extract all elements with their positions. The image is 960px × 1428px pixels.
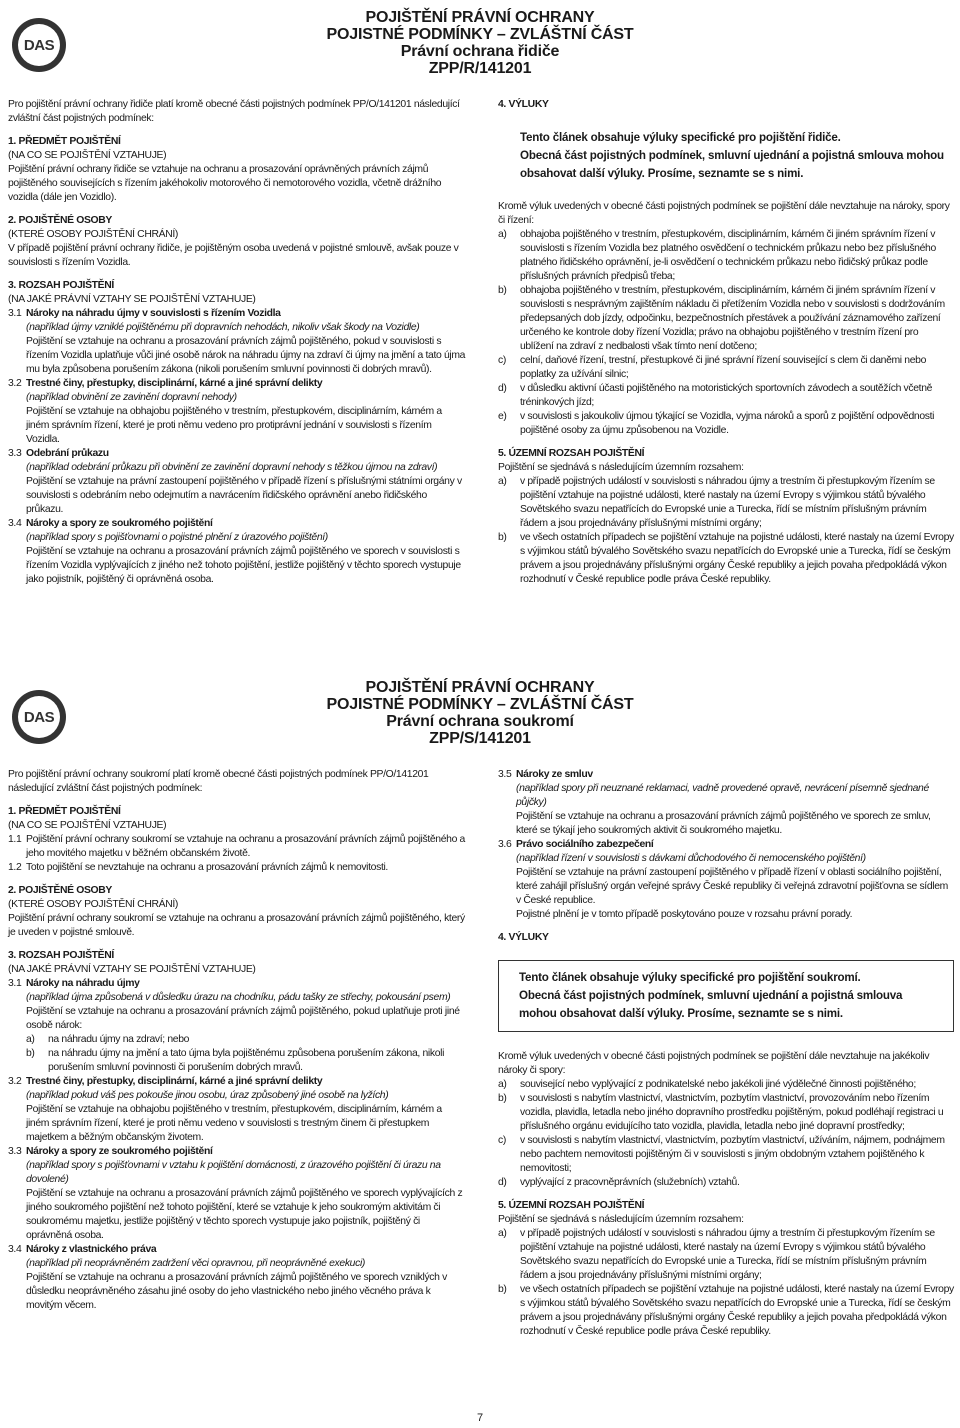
- header-code: ZPP/R/141201: [428, 60, 532, 77]
- subsection-number: 1.1: [8, 834, 22, 845]
- paragraph: Kromě výluk uvedených v obecné části pojistných podmínek se pojištění dále nevztahuje na jakékoliv nároky či spory:: [498, 1051, 930, 1076]
- notice-line: Tento článek obsahuje výluky specifické pro pojištění řidiče.: [520, 131, 841, 144]
- header-product: Právní ochrana řidiče: [400, 43, 560, 60]
- section1-header: [0, 9, 960, 77]
- list-marker: a): [498, 1079, 507, 1090]
- section-heading: 1. PŘEDMĚT POJIŠTĚNÍ: [8, 806, 121, 817]
- subsection-1-2: [8, 861, 466, 875]
- list-marker: a): [498, 229, 507, 240]
- list-item: [26, 1033, 466, 1047]
- subsection-number: 3.3: [8, 1146, 22, 1157]
- list-item: [498, 531, 954, 587]
- section-subheading: (NA JAKÉ PRÁVNÍ VZTAHY SE POJIŠTĚNÍ VZTAHUJE): [8, 964, 256, 975]
- section-subheading: (NA CO SE POJIŠTĚNÍ VZTAHUJE): [8, 820, 167, 831]
- header-title: POJIŠTĚNÍ PRÁVNÍ OCHRANY: [365, 679, 595, 696]
- intro-text: Pro pojištění právní ochrany soukromí platí kromě obecné části pojistných podmínek PP/O/141201 následující zvláštní část pojistných podmínek:: [8, 769, 429, 794]
- paragraph: Kromě výluk uvedených v obecné části pojistných podmínek se pojištění dále nevztahuje na nároky, spory či řízení:: [498, 201, 950, 226]
- list-item-text: vyplývající z pracovněprávních (služebních) vztahů.: [520, 1177, 740, 1188]
- paragraph: V případě pojištění právní ochrany řidiče, je pojištěným osoba uvedená v pojistné smlouvě, avšak pouze v souvislosti s řízením Vozidla.: [8, 243, 459, 268]
- section-subheading: (NA CO SE POJIŠTĚNÍ VZTAHUJE): [8, 150, 167, 161]
- paragraph: Pojištění právní ochrany soukromí se vztahuje na ochranu a prosazování právních zájmů pojištěného, který je uveden v pojistné smlouvě.: [8, 913, 465, 938]
- claims-list: [26, 1033, 466, 1075]
- list-item-text: v souvislosti s jakoukoliv újmou týkající se Vozidla, vyjma nároků a sporů z pojištění odpovědnosti pojištěné osoby za újmu způsobenou na Vozidle.: [520, 411, 935, 436]
- list-item-text: na náhradu újmy na jmění a tato újma byla pojištěnému způsobena porušením zákona, nikoli porušením smluvní povinnosti či porušením dobrých mravů.: [48, 1048, 445, 1073]
- subsection-3-2: [8, 1075, 466, 1145]
- paragraph: Pojištění se sjednává s následujícím územním rozsahem:: [498, 462, 744, 473]
- list-item-text: v souvislosti s nabytím vlastnictví, vlastnictvím, pozbytím vlastnictví, provozováním nebo řízením vozidla, plavidla, letadla nebo jiného dopravního prostředku pojištěným, pokud podléhají registraci u příslušného orgánu evidujícího tato vozidla, plavidla, letadla nebo jiné dopravní prostředky;: [520, 1093, 944, 1132]
- subsection-number: 3.1: [8, 308, 22, 319]
- list-marker: b): [498, 1284, 507, 1295]
- list-marker: b): [498, 532, 507, 543]
- notice-line: Tento článek obsahuje výluky specifické pro pojištění soukromí.: [519, 971, 861, 984]
- list-marker: d): [498, 383, 507, 394]
- section-heading: 3. ROZSAH POJIŠTĚNÍ: [8, 950, 114, 961]
- list-item: [498, 354, 954, 382]
- subsection-title: Nároky ze smluv: [516, 769, 593, 780]
- paragraph: Pojištění se vztahuje na obhajobu pojištěného v trestním, přestupkovém, disciplinárním, kárném a jiném správním řízení, které je proti němu vedeno v souvislosti s trestným činem či přestupkem majetkem a běžným občanským životem.: [26, 1104, 442, 1143]
- das-logo-text: DAS: [18, 24, 60, 66]
- subsection-3-1: [8, 307, 466, 377]
- exclusions-notice: [498, 121, 954, 191]
- section2-right-column: [498, 768, 954, 1339]
- notice-line: Obecná část pojistných podmínek, smluvní ujednání a pojistná smlouva mohou obsahovat další výluky. Prosíme, seznamte se s nimi.: [519, 989, 903, 1020]
- subsection-example: (například odebrání průkazu při obvinění ze zavinění dopravní nehody s těžkou újmou na zdraví): [26, 462, 438, 473]
- list-item-text: v důsledku aktivní účasti pojištěného na motoristických sportovních závodech a soutěžích včetně tréninkových jízd;: [520, 383, 933, 408]
- list-marker: b): [498, 285, 507, 296]
- list-item: [26, 1047, 466, 1075]
- page-number: 7: [476, 1412, 484, 1424]
- paragraph: Pojištění se vztahuje na ochranu a prosazování právních zájmů pojištěného, pokud v souvislosti s řízením Vozidla uplatňuje vůči jiné osobě nárok na náhradu újmy na zdraví či újmy na jmění a tato újma mu byla způsobena porušením zákona (nikoli porušením smluvní povinnosti či dobrých mravů).: [26, 336, 466, 375]
- subsection-example: (například pokud váš pes pokouše jinou osobu, úraz způsobený jiné osobě na lyžích): [26, 1090, 389, 1101]
- list-item-text: ve všech ostatních případech se pojištění vztahuje na pojistné události, které nastaly na území Evropy s výjimkou států bývalého Sovětského svazu nepatřících do Evropské unie a Turecka, řídí se českým právem a jsou projednávány příslušnými orgány České republiky a jejich povaha předpokládá výkon rozhodnutí v České republice podle práva České republiky.: [520, 1284, 954, 1337]
- intro-text: Pro pojištění právní ochrany řidiče platí kromě obecné části pojistných podmínek PP/O/141201 následující zvláštní část pojistných podmínek:: [8, 99, 460, 124]
- list-marker: b): [26, 1048, 35, 1059]
- list-item-text: obhajoba pojištěného v trestním, přestupkovém, disciplinárním, kárném či jiném správním řízení v souvislosti s nesprávným zajištěním nákladu či přetížením Vozidla nebo v souvislosti s dodržováním předepsaných dob jízdy, odpočinku, bezpečnostních přestávek a používání záznamového zařízení určeného ke kontrole doby řízení Vozidla; právo na obhajobu pojištěného v trestním řízení pro ublížení na zdraví z nedbalosti však tímto není dotčeno;: [520, 285, 945, 352]
- paragraph: Pojištění se vztahuje na ochranu a prosazování právních zájmů pojištěného ve sporech ze smluv, které se týkají jeho soukromých aktivit či soukromého majetku.: [516, 811, 931, 836]
- subsection-example: (například obvinění ze zavinění dopravní nehody): [26, 392, 237, 403]
- subsection-title: Právo sociálního zabezpečení: [516, 839, 654, 850]
- subsection-example: (například újmy vzniklé pojištěnému při dopravních nehodách, nikoliv však škody na Vozidle): [26, 322, 420, 333]
- paragraph: Pojištění právní ochrany řidiče se vztahuje na ochranu a prosazování oprávněných právních zájmů pojištěného souvisejících s řízením jakéhokoliv motorového či nemotorového vozidla, včetně drážního vozidla (dále jen Vozidlo).: [8, 164, 442, 203]
- subsection-3-4: [8, 517, 466, 587]
- section2-left-column: [8, 768, 466, 1313]
- paragraph: Toto pojištění se nevztahuje na ochranu a prosazování právních zájmů k nemovitosti.: [26, 862, 388, 873]
- subsection-title: Nároky na náhradu újmy: [26, 978, 140, 989]
- list-item: [498, 228, 954, 284]
- section-heading: 1. PŘEDMĚT POJIŠTĚNÍ: [8, 136, 121, 147]
- subsection-3-3: [8, 1145, 466, 1243]
- territory-list: [498, 475, 954, 587]
- header-title: POJIŠTĚNÍ PRÁVNÍ OCHRANY: [365, 9, 595, 26]
- paragraph: Pojištění se vztahuje na ochranu a prosazování právních zájmů pojištěného ve sporech vyplývajících z jiného soukromého pojištění než tohoto pojištění, které se vztahuje k jeho soukromým aktivitám či soukromému majetku, jestliže pojištěný v těchto sporech vystupuje jako pojistník, pojištěný či oprávněná osoba.: [26, 1188, 463, 1241]
- subsection-example: (například při neoprávněném zadržení věci opravnou, při neoprávněné exekuci): [26, 1258, 366, 1269]
- subsection-number: 3.3: [8, 448, 22, 459]
- subsection-number: 3.4: [8, 1244, 22, 1255]
- subsection-3-4: [8, 1243, 466, 1313]
- header-subtitle: POJISTNÉ PODMÍNKY – ZVLÁŠTNÍ ČÁST: [326, 26, 634, 43]
- section1-right-column: [498, 98, 954, 587]
- subsection-title: Trestné činy, přestupky, disciplinární, kárné a jiné správní delikty: [26, 378, 323, 389]
- list-item-text: v případě pojistných událostí v souvislosti s náhradou újmy a trestním či přestupkovým řízením se pojištění vztahuje na pojistné události, které nastaly na území Evropy s výjimkou států bývalého Sovětského svazu nepatřících do Evropské unie a Turecka, řídí se místním příslušným právním řádem a jsou projednávány příslušnými místními orgány;: [520, 476, 935, 529]
- section-heading: 4. VÝLUKY: [498, 932, 549, 943]
- section-heading: 5. ÚZEMNÍ ROZSAH POJIŠTĚNÍ: [498, 448, 645, 459]
- paragraph: Pojištění právní ochrany soukromí se vztahuje na ochranu a prosazování právních zájmů pojištěného a jeho movitého majetku v běžném občanském životě.: [26, 834, 465, 859]
- paragraph: Pojištění se vztahuje na ochranu a prosazování právních zájmů pojištěného ve sporech v souvislosti s řízením Vozidla vyplývajících z jiného než tohoto pojištění, jestliže pojištěný v těchto sporech vystupuje jako pojistník, pojištěný či oprávněná osoba.: [26, 546, 461, 585]
- list-marker: c): [498, 1135, 506, 1146]
- list-item-text: v souvislosti s nabytím vlastnictví, vlastnictvím, pozbytím vlastnictví, užíváním, nájmem, podnájmem nebo pachtem nemovitosti pojištěným či v souvislosti s jiným obdobným vztahem pojištěného k nemovitosti;: [520, 1135, 945, 1174]
- header-subtitle: POJISTNÉ PODMÍNKY – ZVLÁŠTNÍ ČÁST: [326, 696, 634, 713]
- subsection-number: 3.1: [8, 978, 22, 989]
- subsection-title: Nároky z vlastnického práva: [26, 1244, 157, 1255]
- section1-left-column: [8, 98, 466, 587]
- list-marker: a): [498, 1228, 507, 1239]
- list-item-text: celní, daňové řízení, trestní, přestupkové či jiné správní řízení související s clem či daněmi nebo poplatky za užívání silnic;: [520, 355, 927, 380]
- subsection-example: (například řízení v souvislosti s dávkami důchodového či nemocenského pojištění): [516, 853, 866, 864]
- list-marker: b): [498, 1093, 507, 1104]
- list-item: [498, 284, 954, 354]
- paragraph: Pojištění se vztahuje na ochranu a prosazování právních zájmů pojištěného, pokud uplatňuje proti jiné osobě nárok:: [26, 1006, 460, 1031]
- list-item-text: související nebo vyplývající z podnikatelské nebo jakékoli jiné výdělečné činnosti pojištěného;: [520, 1079, 916, 1090]
- list-marker: a): [498, 476, 507, 487]
- paragraph: Pojištění se vztahuje na právní zastoupení pojištěného v případě řízení v oblasti sociálního pojištění, které zahájil příslušný orgán veřejné správy České republiky či veřejná zdravotní pojišťovna se sídlem v České republice.: [516, 867, 948, 906]
- list-marker: e): [498, 411, 507, 422]
- subsection-number: 3.2: [8, 1076, 22, 1087]
- notice-line: Obecná část pojistných podmínek, smluvní ujednání a pojistná smlouva mohou obsahovat další výluky. Prosíme, seznamte se s nimi.: [520, 149, 944, 180]
- paragraph: Pojištění se vztahuje na ochranu a prosazování právních zájmů pojištěného ve sporech vzniklých v důsledku neoprávněného zásahu jiné osoby do jeho vlastnického nebo jiného věcného práva k movitým věcem.: [26, 1272, 447, 1311]
- section-heading: 2. POJIŠTĚNÉ OSOBY: [8, 215, 112, 226]
- section-heading: 2. POJIŠTĚNÉ OSOBY: [8, 885, 112, 896]
- list-item: [498, 475, 954, 531]
- header-product: Právní ochrana soukromí: [386, 713, 574, 730]
- list-item-text: na náhradu újmy na zdraví; nebo: [48, 1034, 190, 1045]
- list-item: [498, 1078, 954, 1092]
- list-item-text: obhajoba pojištěného v trestním, přestupkovém, disciplinárním, kárném či jiném správním řízení v souvislosti s řízením Vozidla bez platného osvědčení o technickém průkazu nebo bez příslušného platného řidičského oprávnění, je-li osvědčení o technickém průkazu nebo řidičský průkaz podle příslušných právních předpisů třeba;: [520, 229, 936, 282]
- exclusions-list: [498, 1078, 954, 1190]
- subsection-number: 3.6: [498, 839, 512, 850]
- subsection-3-2: [8, 377, 466, 447]
- list-item: [498, 1134, 954, 1176]
- subsection-example: (například spory s pojišťovnami v vztahu k pojištění domácnosti, z úrazového pojištění či úrazu na dovolené): [26, 1160, 441, 1185]
- subsection-3-1: [8, 977, 466, 1075]
- das-logo-text: DAS: [18, 696, 60, 738]
- list-marker: a): [26, 1034, 35, 1045]
- exclusions-notice: [498, 960, 954, 1032]
- section-heading: 4. VÝLUKY: [498, 99, 549, 110]
- subsection-example: (například újma způsobená v důsledku úrazu na chodníku, pádu tašky ze střechy, pokousání psem): [26, 992, 451, 1003]
- paragraph: Pojištění se vztahuje na právní zastoupení pojištěného v případě řízení s příslušnými státními orgány v souvislosti s odebráním nebo odejmutím a navrácením řidičského oprávnění anebo řidičského průkazu.: [26, 476, 462, 515]
- paragraph: Pojištění se vztahuje na obhajobu pojištěného v trestním, přestupkovém, disciplinárním, kárném a jiném správním řízení, které je proti němu vedeno pro protiprávní jednání v souvislosti s řízením Vozidla.: [26, 406, 442, 445]
- list-marker: d): [498, 1177, 507, 1188]
- subsection-1-1: [8, 833, 466, 861]
- subsection-title: Nároky a spory ze soukromého pojištění: [26, 518, 213, 529]
- list-item-text: ve všech ostatních případech se pojištění vztahuje na pojistné události, které nastaly na území Evropy s výjimkou států bývalého Sovětského svazu nepatřících do Evropské unie a Turecka, řídí se českým právem a jsou projednávány příslušnými orgány České republiky a jejich povaha předpokládá výkon rozhodnutí v České republice podle práva České republiky.: [520, 532, 954, 585]
- subsection-title: Trestné činy, přestupky, disciplinární, kárné a jiné správní delikty: [26, 1076, 323, 1087]
- list-item: [498, 1176, 954, 1190]
- section-subheading: (NA JAKÉ PRÁVNÍ VZTAHY SE POJIŠTĚNÍ VZTAHUJE): [8, 294, 256, 305]
- list-item: [498, 382, 954, 410]
- subsection-title: Odebrání průkazu: [26, 448, 109, 459]
- subsection-3-3: [8, 447, 466, 517]
- subsection-3-6: [498, 838, 954, 922]
- territory-list: [498, 1227, 954, 1339]
- subsection-3-5: [498, 768, 954, 838]
- subsection-number: 3.5: [498, 769, 512, 780]
- list-item-text: v případě pojistných událostí v souvislosti s náhradou újmy a trestním či přestupkovým řízením se pojištění vztahuje na pojistné události, které nastaly na území Evropy s výjimkou států bývalého Sovětského svazu nepatřících do Evropské unie a Turecka, řídí se místním příslušným právním řádem a jsou projednávány příslušnými místními orgány;: [520, 1228, 935, 1281]
- subsection-example: (například spory s pojišťovnami o pojistné plnění z úrazového pojištění): [26, 532, 328, 543]
- subsection-number: 3.4: [8, 518, 22, 529]
- exclusions-list: [498, 228, 954, 438]
- header-code: ZPP/S/141201: [429, 730, 531, 747]
- subsection-number: 3.2: [8, 378, 22, 389]
- section-heading: 5. ÚZEMNÍ ROZSAH POJIŠTĚNÍ: [498, 1200, 645, 1211]
- section-subheading: (KTERÉ OSOBY POJIŠTĚNÍ CHRÁNÍ): [8, 229, 179, 240]
- list-item: [498, 1092, 954, 1134]
- subsection-example: (například spory při neuznané reklamaci, vadně provedené opravě, nevrácení písemně sjednané půjčky): [516, 783, 929, 808]
- section2-header: [0, 679, 960, 747]
- list-item: [498, 410, 954, 438]
- subsection-title: Nároky a spory ze soukromého pojištění: [26, 1146, 213, 1157]
- subsection-title: Nároky na náhradu újmy v souvislosti s řízením Vozidla: [26, 308, 281, 319]
- list-item: [498, 1283, 954, 1339]
- section-heading: 3. ROZSAH POJIŠTĚNÍ: [8, 280, 114, 291]
- list-marker: c): [498, 355, 506, 366]
- paragraph: Pojištění se sjednává s následujícím územním rozsahem:: [498, 1214, 744, 1225]
- subsection-number: 1.2: [8, 862, 22, 873]
- paragraph: Pojistné plnění je v tomto případě poskytováno pouze v rozsahu právní porady.: [516, 909, 853, 920]
- section-subheading: (KTERÉ OSOBY POJIŠTĚNÍ CHRÁNÍ): [8, 899, 179, 910]
- list-item: [498, 1227, 954, 1283]
